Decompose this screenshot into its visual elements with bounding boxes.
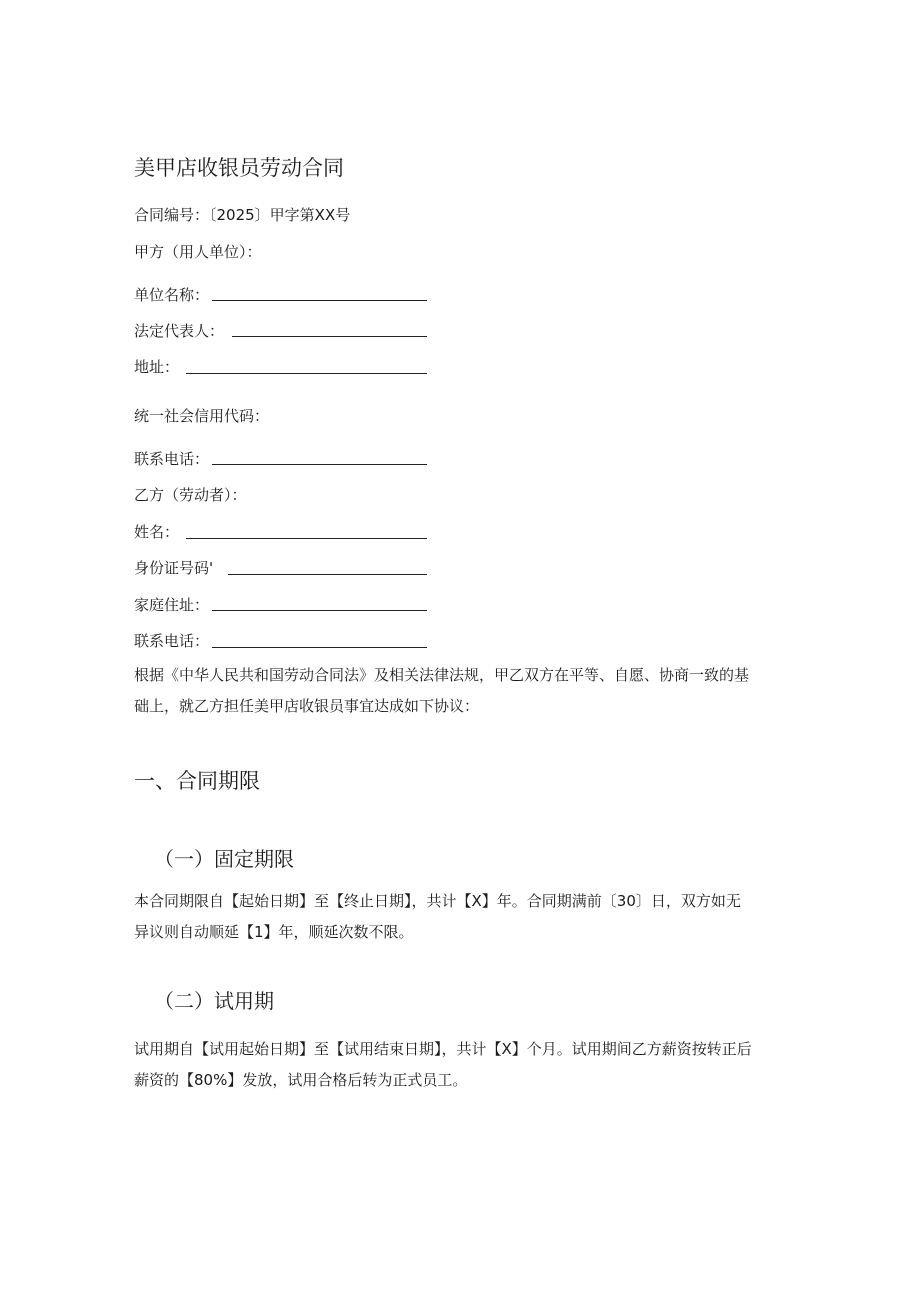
fixed-term-paragraph xyxy=(134,886,774,948)
party-b-id-number-field xyxy=(134,557,213,578)
party-b-home-address-field xyxy=(134,594,209,615)
field-label: 统一社会信用代码： xyxy=(134,407,270,425)
paragraph-line: 本合同期限自【起始日期】至【终止日期】，共计【X】年。合同期满前〔30〕日，双方如无 xyxy=(134,892,741,910)
party-a-phone-field xyxy=(134,448,209,469)
id-number-blank[interactable] xyxy=(228,574,427,575)
field-label: 身份证号码' xyxy=(134,559,214,577)
subsection-heading: （一）固定期限 xyxy=(154,847,294,871)
field-label: 联系电话： xyxy=(134,450,210,468)
paragraph-line: 薪资的【80%】发放，试用合格后转为正式员工。 xyxy=(134,1071,468,1089)
probation-paragraph xyxy=(134,1034,774,1096)
preamble-line: 础上，就乙方担任美甲店收银员事宜达成如下协议： xyxy=(134,697,480,715)
subsection-heading: （二）试用期 xyxy=(154,989,274,1013)
party-a-phone-blank[interactable] xyxy=(212,464,427,465)
party-b-phone-blank[interactable] xyxy=(212,647,427,648)
unit-name-blank[interactable] xyxy=(212,300,427,301)
section-heading: 一、合同期限 xyxy=(134,769,260,793)
address-blank[interactable] xyxy=(186,373,427,374)
party-b-heading: 乙方（劳动者）： xyxy=(134,486,247,504)
legal-rep-blank[interactable] xyxy=(232,336,427,337)
field-label: 单位名称： xyxy=(134,286,210,304)
field-label: 联系电话： xyxy=(134,632,210,650)
document-title: 美甲店收银员劳动合同 xyxy=(134,156,344,180)
preamble-line: 根据《中华人民共和国劳动合同法》及相关法律法规，甲乙双方在平等、自愿、协商一致的基 xyxy=(134,666,750,684)
contract-number: 合同编号：〔2025〕甲字第XX号 xyxy=(134,206,351,224)
name-blank[interactable] xyxy=(186,538,427,539)
party-a-legal-rep-field xyxy=(134,320,224,341)
paragraph-line: 异议则自动顺延【1】年，顺延次数不限。 xyxy=(134,923,414,941)
field-label: 家庭住址： xyxy=(134,596,210,614)
party-a-heading: 甲方（用人单位）： xyxy=(134,243,262,261)
field-label: 姓名： xyxy=(134,523,180,541)
field-label: 地址： xyxy=(134,358,180,376)
paragraph-line: 试用期自【试用起始日期】至【试用结束日期】，共计【X】个月。试用期间乙方薪资按转正后 xyxy=(134,1040,752,1058)
party-b-name-field xyxy=(134,521,179,542)
party-a-address-field xyxy=(134,356,179,377)
field-label: 法定代表人： xyxy=(134,322,225,340)
party-a-unit-name-field xyxy=(134,284,209,305)
home-address-blank[interactable] xyxy=(212,610,427,611)
party-b-phone-field xyxy=(134,630,209,651)
preamble-paragraph xyxy=(134,660,774,722)
party-a-credit-code-field xyxy=(134,405,269,426)
